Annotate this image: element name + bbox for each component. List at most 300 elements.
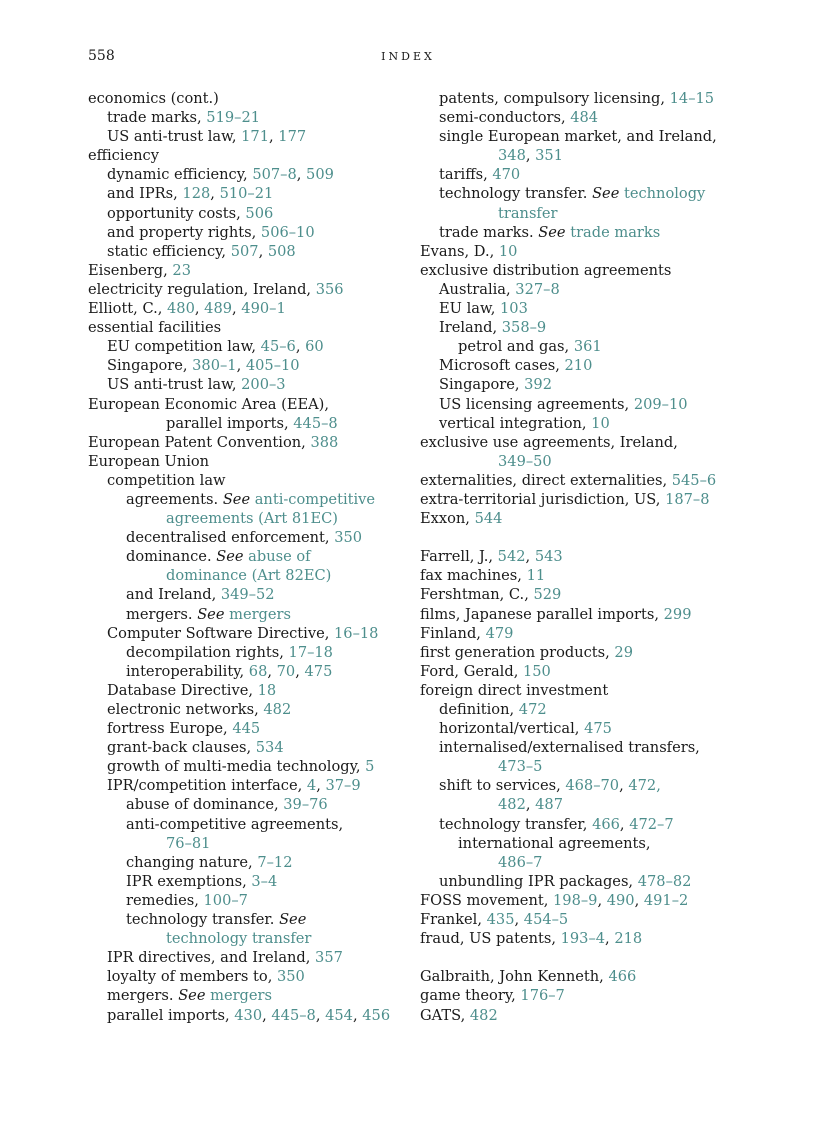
page-ref-link[interactable]: 29 xyxy=(614,643,633,661)
entry-text: shift to services, xyxy=(439,777,566,795)
entry-text: IPR exemptions, xyxy=(126,872,252,890)
entry-continuation xyxy=(126,929,408,948)
page-ref-link[interactable]: 487 xyxy=(535,796,563,814)
index-entry xyxy=(88,547,408,585)
cross-ref-link[interactable]: transfer xyxy=(498,204,558,222)
index-entry xyxy=(420,223,750,242)
page-ref-link[interactable]: 454–5 xyxy=(523,911,569,929)
page-ref-link[interactable]: 544 xyxy=(474,510,503,528)
entry-text: semi-conductors, xyxy=(439,109,571,127)
entry-text: Australia, xyxy=(439,280,516,298)
entry-text: technology transfer. xyxy=(126,911,280,929)
index-entry xyxy=(420,1006,750,1025)
entry-text: competition law xyxy=(107,471,226,489)
cross-ref-link[interactable]: mergers xyxy=(210,987,273,1005)
entry-text: remedies, xyxy=(126,891,204,909)
see-reference-label: See xyxy=(216,548,244,566)
page-ref-link[interactable]: 486–7 xyxy=(498,853,543,871)
index-entry: Singapore, 380–1, 405–10 xyxy=(107,357,300,375)
page-ref-link[interactable]: 150 xyxy=(522,662,551,680)
index-entry: and IPRs, 128, 510–21 xyxy=(107,185,274,203)
index-entry xyxy=(420,127,750,165)
page-ref-link[interactable]: 356 xyxy=(315,280,344,298)
index-entry: static efficiency, 507, 508 xyxy=(107,242,296,260)
index-entry xyxy=(88,643,408,662)
entry-text: and IPRs, xyxy=(107,185,183,203)
page-ref-link[interactable]: 299 xyxy=(663,605,692,623)
entry-text: mergers. xyxy=(107,987,179,1005)
entry-text: economics (cont.) xyxy=(88,90,219,107)
page-ref-link[interactable]: 210 xyxy=(564,357,593,375)
page-ref-link[interactable]: 472, xyxy=(628,777,661,795)
page-ref-link[interactable]: 472 xyxy=(518,701,547,718)
entry-text: internalised/externalised transfers, xyxy=(439,739,700,757)
page-ref-link[interactable]: 519–21 xyxy=(206,109,261,127)
index-entry xyxy=(88,261,408,280)
page-ref-link[interactable]: 445–8 xyxy=(271,1006,316,1024)
page-ref-link[interactable]: 405–10 xyxy=(245,357,300,375)
entry-text: vertical integration, xyxy=(439,414,592,432)
cross-ref-link[interactable]: trade marks xyxy=(570,223,661,241)
entry-continuation xyxy=(126,834,408,853)
index-entry xyxy=(88,605,408,624)
index-entry: Frankel, 435, 454–5 xyxy=(420,911,569,929)
page-ref-link[interactable]: 70 xyxy=(276,662,296,680)
page-ref-link[interactable]: 510–21 xyxy=(219,185,274,203)
entry-text: patents, compulsory licensing, xyxy=(439,90,670,107)
entry-text: Singapore, xyxy=(107,357,193,375)
cross-ref-link[interactable]: anti-competitive xyxy=(254,490,376,508)
page-ref-link[interactable]: 357 xyxy=(315,949,343,967)
page-ref-link[interactable]: 5 xyxy=(365,758,375,776)
index-entry: technology transfer, 466, 472–7 xyxy=(439,815,674,833)
entry-text: IPR/competition interface, xyxy=(107,777,307,795)
page-ref-link[interactable]: 10 xyxy=(591,414,610,432)
entry-text: and property rights, xyxy=(107,223,261,241)
page-ref-link[interactable]: 435 xyxy=(486,911,515,929)
page-ref-link[interactable]: 349–52 xyxy=(220,586,275,604)
page-ref-link[interactable]: 23 xyxy=(172,261,191,279)
entry-text: FOSS movement, xyxy=(420,891,553,909)
entry-text: EU law, xyxy=(439,300,500,318)
index-entry xyxy=(420,280,750,299)
page-ref-link[interactable]: 176–7 xyxy=(520,987,565,1005)
page-ref-link[interactable]: 445 xyxy=(232,720,261,738)
index-entry xyxy=(88,318,408,337)
cross-ref-link[interactable]: technology xyxy=(623,185,706,203)
entry-text: technology transfer. xyxy=(439,185,593,203)
index-entry xyxy=(420,738,750,776)
page-ref-link[interactable]: 534 xyxy=(255,739,284,757)
entry-text: Exxon, xyxy=(420,510,475,528)
page-ref-link[interactable]: 380–1 xyxy=(192,357,237,375)
index-entry xyxy=(88,986,408,1005)
entry-text: Farrell, J., xyxy=(420,548,498,566)
entry-text: European Economic Area (EEA), xyxy=(88,395,330,413)
page-ref-link[interactable]: 466 xyxy=(608,968,637,986)
page-ref-link[interactable]: 14–15 xyxy=(669,90,715,107)
entry-text: Frankel, xyxy=(420,911,487,929)
entry-text: Database Directive, xyxy=(107,681,258,699)
index-entry xyxy=(88,108,408,127)
entry-text: US licensing agreements, xyxy=(439,395,634,413)
index-entry xyxy=(420,299,750,318)
page-ref-link[interactable]: 171 xyxy=(241,128,269,146)
entry-text: decompilation rights, xyxy=(126,643,289,661)
entry-text: trade marks. xyxy=(439,223,539,241)
entry-text: dynamic efficiency, xyxy=(107,166,253,184)
see-reference-label: See xyxy=(592,185,620,203)
index-entry xyxy=(88,146,408,165)
page-ref-link[interactable]: 542 xyxy=(497,548,526,566)
index-entry xyxy=(88,280,408,299)
entry-text: fax machines, xyxy=(420,567,527,585)
page-ref-link[interactable]: 456 xyxy=(362,1006,391,1024)
page-ref-link[interactable]: 198–9 xyxy=(553,891,598,909)
entry-text: mergers. xyxy=(126,605,198,623)
page-ref-link[interactable]: 3–4 xyxy=(251,872,278,890)
page-ref-link[interactable]: 17–18 xyxy=(288,643,333,661)
entry-text: electricity regulation, Ireland, xyxy=(88,280,316,298)
index-entry xyxy=(88,967,408,986)
cross-ref-link[interactable]: abuse of xyxy=(248,548,311,566)
index-entry xyxy=(420,872,750,891)
index-entry: IPR/competition interface, 4, 37–9 xyxy=(107,777,361,795)
index-entry xyxy=(88,681,408,700)
index-entry xyxy=(88,89,408,108)
cross-ref-link[interactable]: dominance (Art 82EC) xyxy=(166,567,332,585)
index-entry xyxy=(420,337,750,356)
entry-text: parallel imports, xyxy=(107,1006,235,1024)
entry-text: interoperability, xyxy=(126,662,249,680)
index-entry xyxy=(88,204,408,223)
page-ref-link[interactable]: 475 xyxy=(584,720,612,738)
entry-text: GATS, xyxy=(420,1006,470,1024)
entry-text: Elliott, C., xyxy=(88,300,168,318)
page-ref-link[interactable]: 490 xyxy=(606,891,635,909)
page-ref-link[interactable]: 350 xyxy=(276,968,305,986)
page-ref-link[interactable]: 529 xyxy=(533,586,562,604)
page-ref-link[interactable]: 18 xyxy=(257,681,277,699)
index-entry xyxy=(420,834,750,872)
index-entry xyxy=(420,108,750,127)
index-entry xyxy=(88,585,408,604)
page-ref-link[interactable]: 506 xyxy=(245,204,274,222)
page-ref-link[interactable]: 358–9 xyxy=(501,319,547,337)
entry-text: extra-territorial jurisdiction, US, xyxy=(420,490,666,508)
index-entry xyxy=(420,433,750,471)
entry-text: Finland, xyxy=(420,624,486,642)
running-head: INDEX xyxy=(381,50,435,63)
page-ref-link[interactable]: 209–10 xyxy=(633,395,688,413)
page-ref-link[interactable]: 103 xyxy=(500,300,528,318)
index-entry xyxy=(420,643,750,662)
page-ref-link[interactable]: 187–8 xyxy=(665,490,710,508)
entry-continuation xyxy=(439,204,750,223)
page-ref-link[interactable]: 454 xyxy=(325,1006,353,1024)
entry-text: Computer Software Directive, xyxy=(107,624,334,642)
index-entry xyxy=(88,624,408,643)
index-column-right xyxy=(420,89,750,1025)
entry-text: anti-competitive agreements, xyxy=(126,815,344,833)
page-ref-link[interactable]: 7–12 xyxy=(257,853,293,871)
page-ref-link[interactable]: 491–2 xyxy=(643,891,689,909)
entry-text: IPR directives, and Ireland, xyxy=(107,949,316,967)
index-entry xyxy=(420,471,750,490)
entry-text: loyalty of members to, xyxy=(107,968,277,986)
index-entry xyxy=(420,585,750,604)
entry-text: international agreements, xyxy=(458,834,651,852)
index-entry xyxy=(88,452,408,471)
index-entry xyxy=(420,184,750,222)
page-ref-link[interactable]: 466 xyxy=(592,815,620,833)
page-ref-link[interactable]: 507–8 xyxy=(252,166,297,184)
index-entry xyxy=(420,986,750,1005)
index-entry xyxy=(420,490,750,509)
entry-text: changing nature, xyxy=(126,853,258,871)
entry-text: agreements. xyxy=(126,490,223,508)
page-ref-link[interactable]: 484 xyxy=(570,109,599,127)
entry-text: unbundling IPR packages, xyxy=(439,872,638,890)
letter-group-gap xyxy=(420,528,750,547)
page-ref-link[interactable]: 482 xyxy=(263,701,292,718)
entry-text: EU competition law, xyxy=(107,338,261,356)
entry-text: US anti-trust law, xyxy=(107,128,242,146)
entry-text: European Patent Convention, xyxy=(88,433,311,451)
page-ref-link[interactable]: 100–7 xyxy=(203,891,248,909)
page-ref-link[interactable]: 4 xyxy=(306,777,317,795)
index-entry xyxy=(420,624,750,643)
index-entry xyxy=(88,891,408,910)
see-reference-label: See xyxy=(222,490,251,508)
entry-text: tariffs, xyxy=(439,166,493,184)
index-entry xyxy=(420,605,750,624)
entry-text: technology transfer, xyxy=(439,815,593,833)
index-entry: parallel imports, 430, 445–8, 454, 456 xyxy=(107,1006,391,1024)
entry-text: exclusive distribution agreements xyxy=(420,261,672,279)
cross-ref-link[interactable]: mergers xyxy=(229,605,292,623)
index-entry: shift to services, 468–70, 472, 482, 487 xyxy=(420,776,750,814)
entry-text: abuse of dominance, xyxy=(126,796,284,814)
index-entry xyxy=(420,89,750,108)
page-ref-link[interactable]: 177 xyxy=(278,128,307,146)
page-ref-link[interactable]: 490–1 xyxy=(241,300,286,318)
index-entry: Farrell, J., 542, 543 xyxy=(420,548,563,566)
page-ref-link[interactable]: 60 xyxy=(305,338,324,356)
index-entry xyxy=(420,242,750,261)
page-ref-link[interactable]: 482 xyxy=(498,796,526,814)
entry-text: and Ireland, xyxy=(126,586,221,604)
page-ref-link[interactable]: 430 xyxy=(234,1006,263,1024)
index-entry xyxy=(88,700,408,719)
index-entry xyxy=(420,681,750,700)
index-entry: US anti-trust law, 171, 177 xyxy=(107,128,307,146)
entry-text: definition, xyxy=(439,701,519,718)
index-entry xyxy=(88,910,408,948)
index-entry xyxy=(88,853,408,872)
entry-text: horizontal/vertical, xyxy=(439,720,585,738)
entry-text: decentralised enforcement, xyxy=(126,529,335,547)
see-reference-label: See xyxy=(178,987,206,1005)
page-ref-link[interactable]: 348 xyxy=(498,147,526,165)
index-entry xyxy=(88,738,408,757)
index-entry xyxy=(420,261,750,280)
index-entry xyxy=(420,375,750,394)
page-ref-link[interactable]: 45–6 xyxy=(260,338,296,356)
entry-text: first generation products, xyxy=(420,643,615,661)
index-entry xyxy=(420,318,750,337)
page-ref-link[interactable]: 350 xyxy=(334,529,363,547)
index-entry xyxy=(420,662,750,681)
entry-text: exclusive use agreements, Ireland, xyxy=(420,433,678,451)
index-entry xyxy=(420,566,750,585)
page-ref-link[interactable]: 470 xyxy=(492,166,521,184)
page-ref-link[interactable]: 349–50 xyxy=(498,452,552,470)
entry-continuation xyxy=(439,757,750,776)
entry-text: single European market, and Ireland, xyxy=(439,128,717,146)
entry-text: growth of multi-media technology, xyxy=(107,758,366,776)
index-entry xyxy=(88,375,408,394)
entry-text: Evans, D., xyxy=(420,242,499,260)
page-ref-link[interactable]: 545–6 xyxy=(671,471,717,489)
index-entry xyxy=(88,757,408,776)
index-entry: FOSS movement, 198–9, 490, 491–2 xyxy=(420,891,689,909)
entry-text: efficiency xyxy=(88,147,159,165)
entry-text: fraud, US patents, xyxy=(420,930,561,948)
page-ref-link[interactable]: 128 xyxy=(182,185,211,203)
index-entry xyxy=(88,872,408,891)
page-ref-link[interactable]: 480 xyxy=(167,300,195,318)
page-ref-link[interactable]: 76–81 xyxy=(166,834,211,852)
entry-text: Microsoft cases, xyxy=(439,357,565,375)
entry-text: game theory, xyxy=(420,987,521,1005)
entry-text: Galbraith, John Kenneth, xyxy=(420,968,609,986)
page-number: 558 xyxy=(88,48,115,64)
page-ref-link[interactable]: 37–9 xyxy=(325,777,361,795)
index-entry xyxy=(88,719,408,738)
page-ref-link[interactable]: 10 xyxy=(498,242,518,260)
entry-text: opportunity costs, xyxy=(107,204,246,222)
page-ref-link[interactable]: 11 xyxy=(526,567,546,585)
index-entry xyxy=(420,165,750,184)
cross-ref-link[interactable]: agreements (Art 81EC) xyxy=(166,510,338,528)
index-entry: fraud, US patents, 193–4, 218 xyxy=(420,930,643,948)
continuation-text: parallel imports, xyxy=(166,414,294,432)
index-entry xyxy=(420,967,750,986)
index-entry xyxy=(420,719,750,738)
page-ref-link[interactable]: 392 xyxy=(524,376,552,394)
index-entry: Elliott, C., 480, 489, 490–1 xyxy=(88,300,286,318)
page-ref-link[interactable]: 478–82 xyxy=(637,872,692,890)
index-entry xyxy=(88,795,408,814)
letter-group-gap xyxy=(420,948,750,967)
entry-text: Ireland, xyxy=(439,319,502,337)
index-column-left xyxy=(88,89,408,1025)
page-ref-link[interactable]: 543 xyxy=(534,548,563,566)
page-ref-link[interactable]: 509 xyxy=(306,166,334,184)
see-reference-label: See xyxy=(197,605,225,623)
entry-continuation xyxy=(126,509,408,528)
index-entry xyxy=(88,948,408,967)
entry-text: grant-back clauses, xyxy=(107,739,256,757)
page-ref-link[interactable]: 361 xyxy=(573,338,602,356)
page-ref-link[interactable]: 489 xyxy=(204,300,233,318)
index-entry xyxy=(88,395,408,433)
entry-continuation xyxy=(420,452,750,471)
index-entry xyxy=(88,433,408,452)
page-ref-link[interactable]: 445–8 xyxy=(293,414,338,432)
see-reference-label: See xyxy=(279,911,307,929)
page-ref-link[interactable]: 472–7 xyxy=(629,815,674,833)
entry-text: Singapore, xyxy=(439,376,525,394)
page-ref-link[interactable]: 482 xyxy=(469,1006,498,1024)
index-entry xyxy=(420,509,750,528)
entry-text: trade marks, xyxy=(107,109,207,127)
entry-text: fortress Europe, xyxy=(107,720,233,738)
page-ref-link[interactable]: 351 xyxy=(535,147,563,165)
page-ref-link[interactable]: 39–76 xyxy=(283,796,328,814)
page-ref-link[interactable]: 475 xyxy=(304,662,333,680)
entry-text: Eisenberg, xyxy=(88,261,173,279)
index-entry: EU competition law, 45–6, 60 xyxy=(107,338,324,356)
index-entry xyxy=(420,356,750,375)
entry-text: films, Japanese parallel imports, xyxy=(420,605,664,623)
index-entry: dynamic efficiency, 507–8, 509 xyxy=(107,166,334,184)
page-ref-link[interactable]: 479 xyxy=(485,624,514,642)
page-ref-link[interactable]: 16–18 xyxy=(334,624,379,642)
index-entry xyxy=(420,414,750,433)
page-ref-link[interactable]: 218 xyxy=(614,930,643,948)
index-entry xyxy=(88,471,408,490)
index-entry xyxy=(88,528,408,547)
entry-text: US anti-trust law, xyxy=(107,376,242,394)
entry-continuation xyxy=(458,853,750,872)
page-ref-link[interactable]: 193–4 xyxy=(560,930,606,948)
entry-text: externalities, direct externalities, xyxy=(420,471,672,489)
entry-text: Fershtman, C., xyxy=(420,586,534,604)
entry-text: dominance. xyxy=(126,548,217,566)
page-ref-link[interactable]: 200–3 xyxy=(241,376,286,394)
entry-text: static efficiency, xyxy=(107,242,231,260)
entry-text: essential facilities xyxy=(88,319,222,337)
cross-ref-link[interactable]: technology transfer xyxy=(166,930,312,948)
page-ref-link[interactable]: 327–8 xyxy=(515,280,560,298)
index-entry xyxy=(420,700,750,719)
entry-text: petrol and gas, xyxy=(458,338,574,356)
page-ref-link[interactable]: 468–70 xyxy=(565,777,620,795)
entry-continuation xyxy=(126,566,408,585)
entry-text: electronic networks, xyxy=(107,701,264,718)
page-ref-link[interactable]: 68 xyxy=(248,662,268,680)
page-ref-link[interactable]: 508 xyxy=(267,242,296,260)
index-entry xyxy=(88,490,408,528)
entry-continuation xyxy=(88,414,408,433)
entry-continuation: 348, 351 xyxy=(498,147,563,165)
page-ref-link[interactable]: 388 xyxy=(310,433,339,451)
index-entry: interoperability, 68, 70, 475 xyxy=(126,662,333,680)
index-entry xyxy=(88,223,408,242)
page-ref-link[interactable]: 507 xyxy=(230,242,259,260)
page-ref-link[interactable]: 473–5 xyxy=(498,758,543,776)
page-ref-link[interactable]: 506–10 xyxy=(260,223,315,241)
entry-text: Ford, Gerald, xyxy=(420,662,523,680)
index-entry xyxy=(420,395,750,414)
entry-text: European Union xyxy=(88,452,210,470)
entry-text: foreign direct investment xyxy=(420,681,609,699)
entry-continuation: 482, 487 xyxy=(498,796,563,814)
index-entry xyxy=(88,815,408,853)
see-reference-label: See xyxy=(538,223,566,241)
